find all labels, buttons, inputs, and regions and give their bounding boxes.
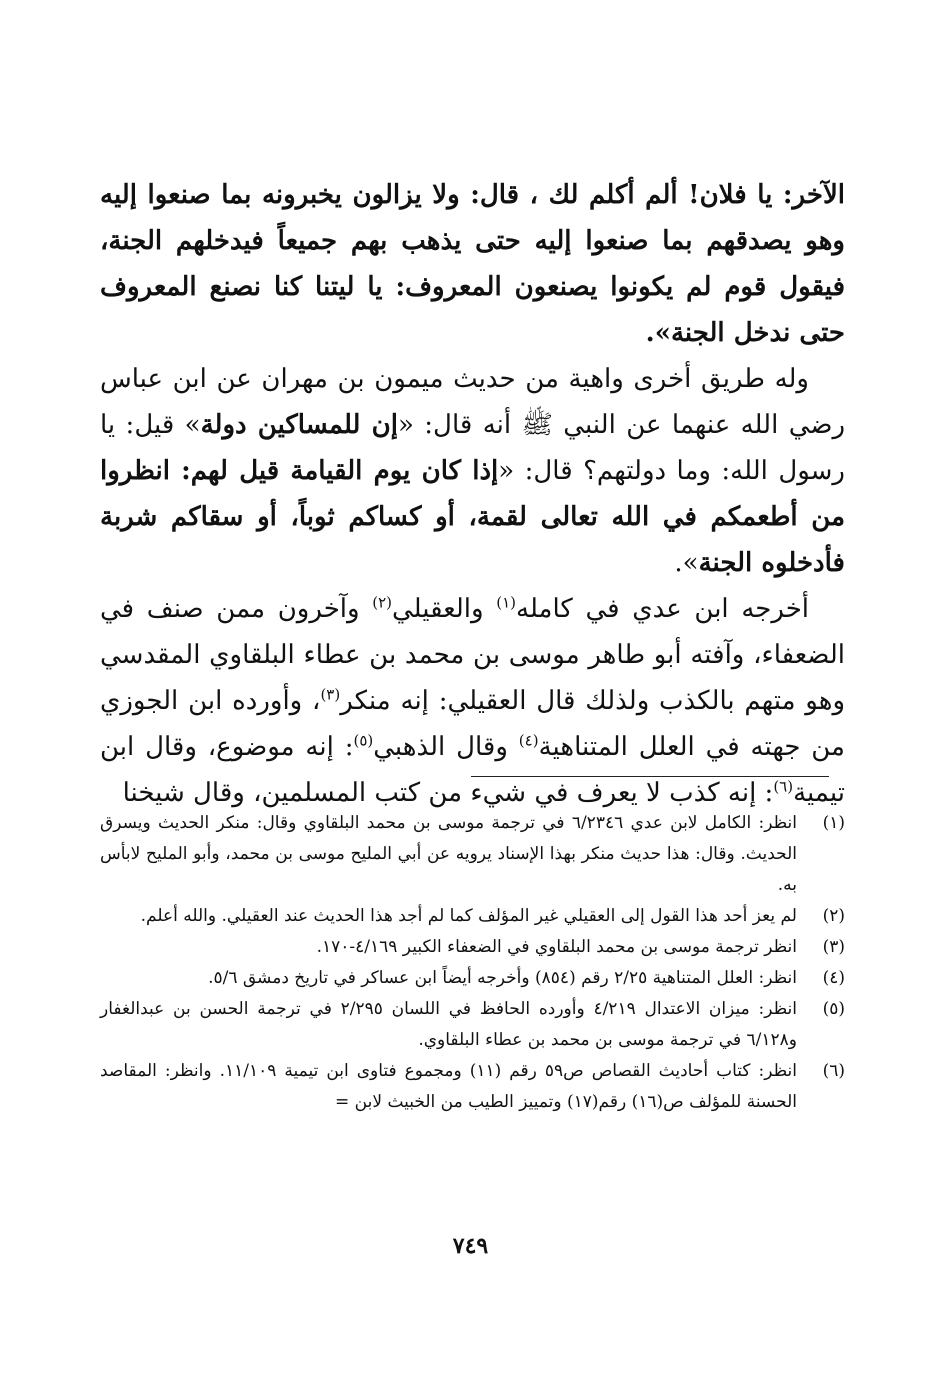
footnote-text: انظر: ميزان الاعتدال ٤/٢١٩ وأورده الحافظ في اللسان ٢/٢٩٥ في ترجمة الحسن بن عبدالغفار و٦/١٢٨ في ترجمة موسى بن محمد بن عطاء البلقاوي. [100,999,798,1050]
page-number: ٧٤٩ [452,1233,489,1259]
paragraph-1 [100,172,845,356]
paragraph-2-text-c: ». [674,548,699,578]
footnote-number: (٥) [822,999,845,1019]
paragraph-3 [100,586,845,816]
paragraph-1-text: الآخر: يا فلان! ألم أكلم لك ، قال: ولا يزالون يخبرونه بما صنعوا إليه وهو يصدقهم بما صنعوا إليه حتى يذهب بهم جميعاً فيدخلهم الجنة، فيقول قوم لم يكونوا يصنعون المعروف: يا ليتنا كنا نصنع المعروف حتى ندخل الجنة» [100,180,845,348]
footnote [100,808,845,901]
paragraph-1-end: . [645,318,655,348]
footnote-text: انظر: العلل المتناهية ٢/٢٥ رقم (٨٥٤) وأخرجه أيضاً ابن عساكر في تاريخ دمشق ٥/٦. [208,968,797,988]
footnote [100,901,845,932]
paragraph-3-text-a: أخرجه ابن عدي في كامله [516,594,809,624]
footnote-ref-1: (١) [496,593,516,612]
footnote-ref-2: (٢) [372,593,393,612]
footnote [100,1056,845,1118]
footnote [100,963,845,994]
footnote-ref-5: (٥) [353,731,374,750]
footnote-ref-4: (٤) [518,731,539,750]
footnote-text: لم يعز أحد هذا القول إلى العقيلي غير المؤلف كما لم أجد هذا الحديث عند العقيلي. والله أعلم. [140,906,797,926]
footnote-number: (١) [822,813,845,833]
footnote-ref-3: (٣) [320,685,341,704]
footnote-ref-6: (٦) [773,777,794,796]
paragraph-3-text-d: ، وأورده ابن الجوزي من جهته في العلل المتناهية [100,686,845,762]
footnote-number: (٣) [822,937,845,957]
main-text [100,172,845,816]
footnote-number: (٢) [822,906,845,926]
footnote [100,932,845,963]
paragraph-2-text-a: وله طريق أخرى واهية من حديث ميمون بن مهران عن ابن عباس رضي الله عنهما عن النبي ﷺ أنه قال: « [100,364,845,440]
paragraph-3-text-f: : إنه موضوع، وقال ابن تيمية [100,732,845,808]
footnote-text: انظر ترجمة موسى بن محمد البلقاوي في الضعفاء الكبير ٤/١٦٩-١٧٠. [316,937,797,957]
footnote [100,994,845,1056]
footnote-number: (٦) [822,1061,845,1081]
paragraph-3-text-b: والعقيلي [392,594,497,624]
paragraph-2 [100,356,845,586]
paragraph-3-text-g: : إنه كذب لا يعرف في شيء من كتب المسلمين، وقال شيخنا [122,778,774,808]
footnote-divider [471,776,829,777]
footnote-text: انظر: الكامل لابن عدي ٦/٢٣٤٦ في ترجمة موسى بن محمد البلقاوي وقال: منكر الحديث ويسرق الحديث. وقال: هذا حديث منكر بهذا الإسناد يرويه عن أبي المليح موسى بن محمد، وأبو المليح لابأس به. [100,813,797,895]
paragraph-3-text-c: وآخرون ممن صنف في الضعفاء، وآفته أبو طاهر موسى بن محمد بن عطاء البلقاوي المقدسي وهو متهم بالكذب ولذلك قال العقيلي: إنه منكر [100,594,845,716]
hadith-quote-2: إذا كان يوم القيامة قيل لهم: انظروا من أطعمكم في الله تعالى لقمة، أو كساكم ثوباً، أو سقاكم شربة فأدخلوه الجنة [100,456,845,578]
hadith-quote-1: إن للمساكين دولة [200,410,398,440]
paragraph-3-text-e: وقال الذهبي [373,732,519,762]
paragraph-2-text-b: » قيل: يا رسول الله: وما دولتهم؟ قال: « [100,410,845,486]
footnote-text: انظر: كتاب أحاديث القصاص ص٥٩ رقم (١١) ومجموع فتاوى ابن تيمية ١١/١٠٩. وانظر: المقاصد الحسنة للمؤلف ص(١٦) رقم(١٧) وتمييز الطيب من الخبيث لابن = [100,1061,798,1112]
footnotes [100,808,845,1118]
footnote-number: (٤) [822,968,845,988]
